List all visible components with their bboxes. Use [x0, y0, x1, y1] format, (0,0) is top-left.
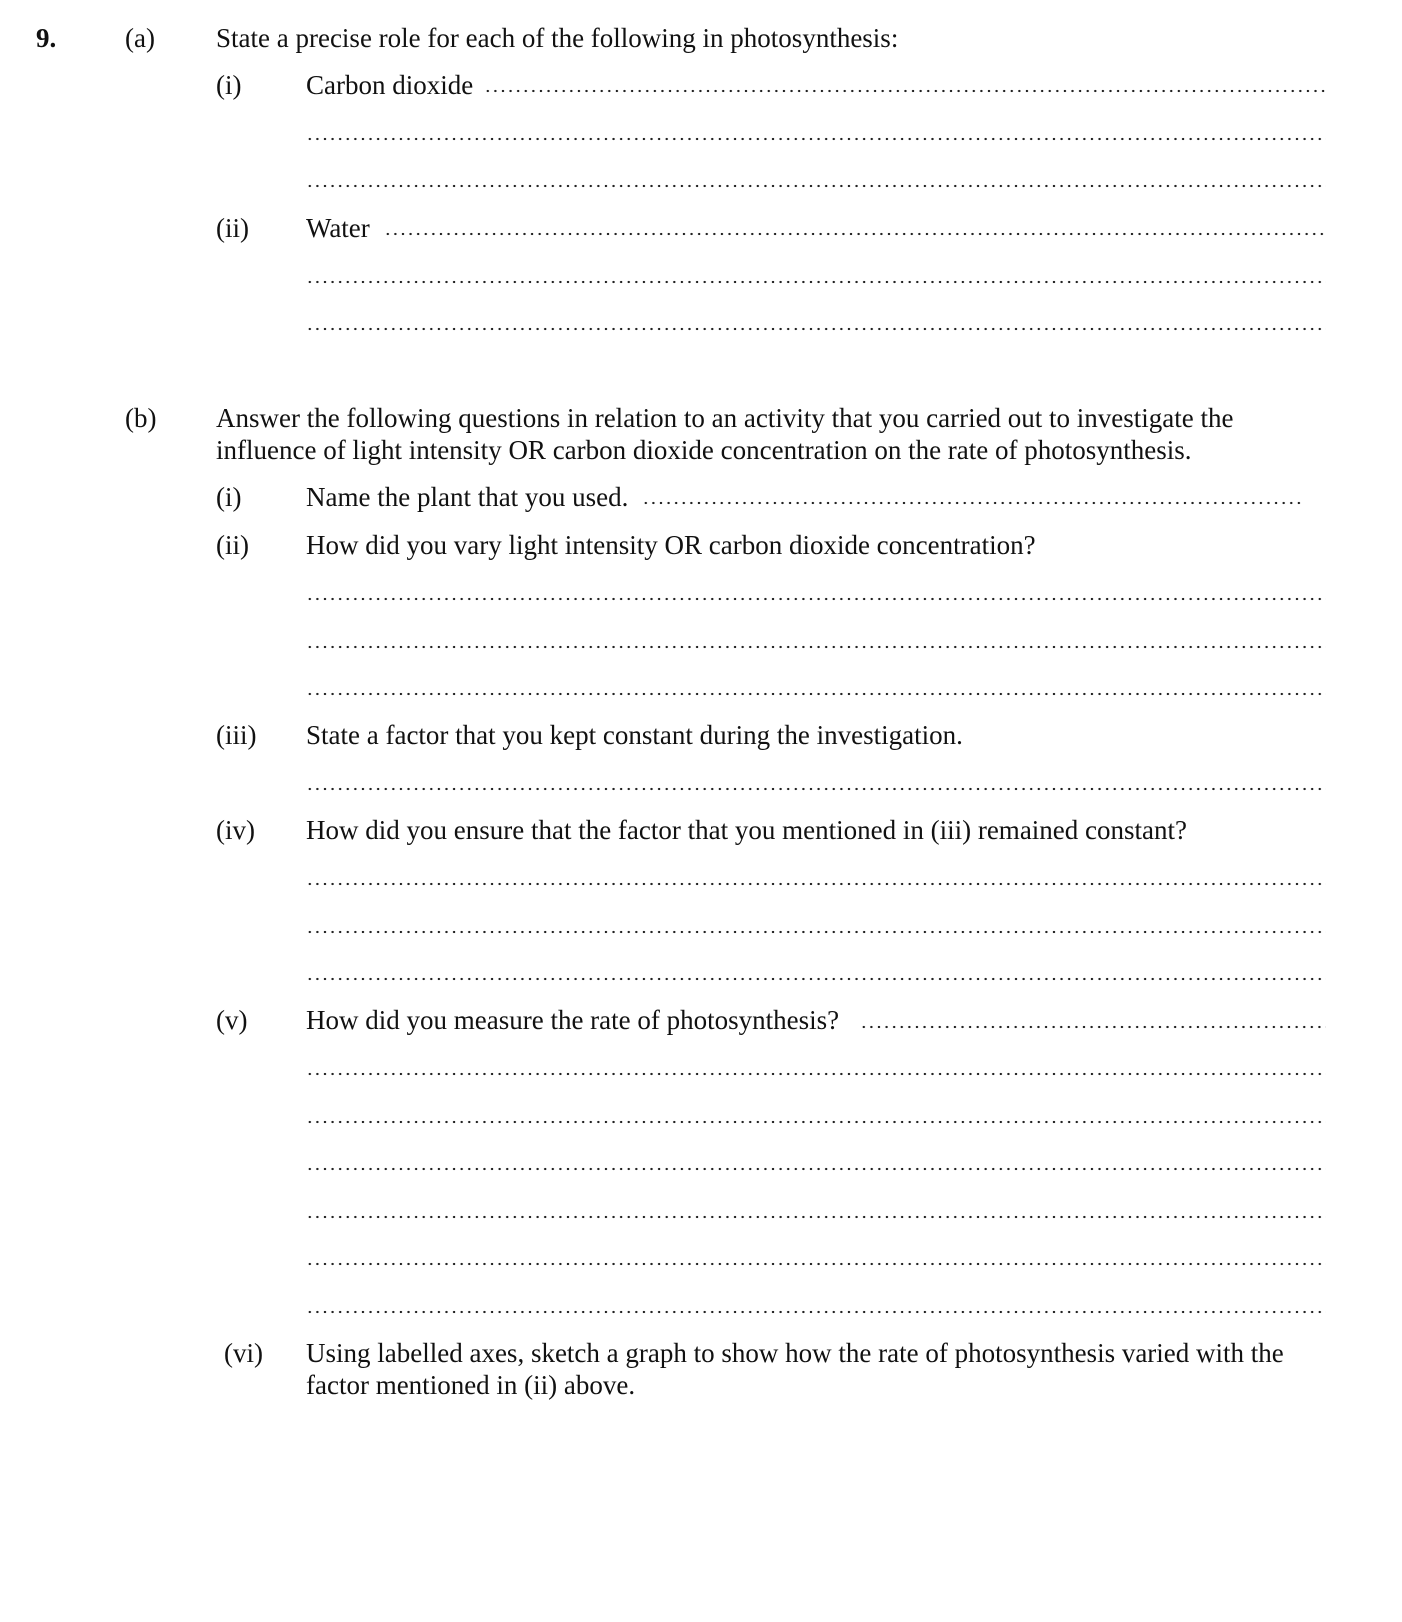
- answer-line[interactable]: [306, 1215, 1326, 1219]
- answer-line[interactable]: [306, 882, 1326, 886]
- answer-line[interactable]: [306, 280, 1326, 284]
- answer-line[interactable]: [306, 1072, 1326, 1076]
- answer-line[interactable]: [306, 597, 1326, 601]
- answer-line[interactable]: [306, 977, 1326, 981]
- part-b-stem-line1: Answer the following questions in relation to an activity that you carried out to investigate the: [216, 403, 1234, 433]
- part-b-vi-label: (vi): [224, 1338, 263, 1368]
- part-b-stem-line2: influence of light intensity OR carbon dioxide concentration on the rate of photosynthesis.: [216, 435, 1192, 465]
- part-b-iii-text: State a factor that you kept constant during the investigation.: [306, 720, 963, 750]
- answer-line[interactable]: [306, 1310, 1326, 1314]
- answer-line[interactable]: [484, 89, 1326, 93]
- answer-line[interactable]: [306, 137, 1326, 141]
- part-a-ii-text: Water: [306, 213, 370, 243]
- answer-line[interactable]: [306, 692, 1326, 696]
- part-b-iii-label: (iii): [216, 720, 257, 750]
- part-b-i-label: (i): [216, 482, 242, 512]
- part-a-ii-label: (ii): [216, 213, 249, 243]
- part-b-i-text: Name the plant that you used.: [306, 482, 629, 512]
- part-b-iv-label: (iv): [216, 815, 255, 845]
- part-a-stem: State a precise role for each of the following in photosynthesis:: [216, 23, 899, 53]
- answer-line[interactable]: [306, 787, 1326, 791]
- part-a-i-text: Carbon dioxide: [306, 70, 474, 100]
- answer-line[interactable]: [306, 645, 1326, 649]
- part-b-iv-text: How did you ensure that the factor that you mentioned in (iii) remained constant?: [306, 815, 1187, 845]
- part-b-ii-text: How did you vary light intensity OR carbon dioxide concentration?: [306, 530, 1036, 560]
- part-b-vi-line1: Using labelled axes, sketch a graph to show how the rate of photosynthesis varied with the: [306, 1338, 1284, 1368]
- answer-line[interactable]: [306, 930, 1326, 934]
- answer-line[interactable]: [306, 1120, 1326, 1124]
- answer-line[interactable]: [860, 1025, 1326, 1029]
- answer-line[interactable]: [384, 232, 1326, 236]
- part-b-ii-label: (ii): [216, 530, 249, 560]
- part-b-v-text: How did you measure the rate of photosynthesis?: [306, 1005, 840, 1035]
- part-b-v-label: (v): [216, 1005, 248, 1035]
- answer-line[interactable]: [306, 1167, 1326, 1171]
- answer-line[interactable]: [642, 501, 1302, 505]
- part-b-label: (b): [125, 403, 157, 433]
- answer-line[interactable]: [306, 1262, 1326, 1266]
- part-a-label: (a): [125, 23, 155, 53]
- part-a-i-label: (i): [216, 70, 242, 100]
- question-number: 9.: [36, 23, 57, 53]
- answer-line[interactable]: [306, 327, 1326, 331]
- answer-line[interactable]: [306, 184, 1326, 188]
- part-b-vi-line2: factor mentioned in (ii) above.: [306, 1370, 636, 1400]
